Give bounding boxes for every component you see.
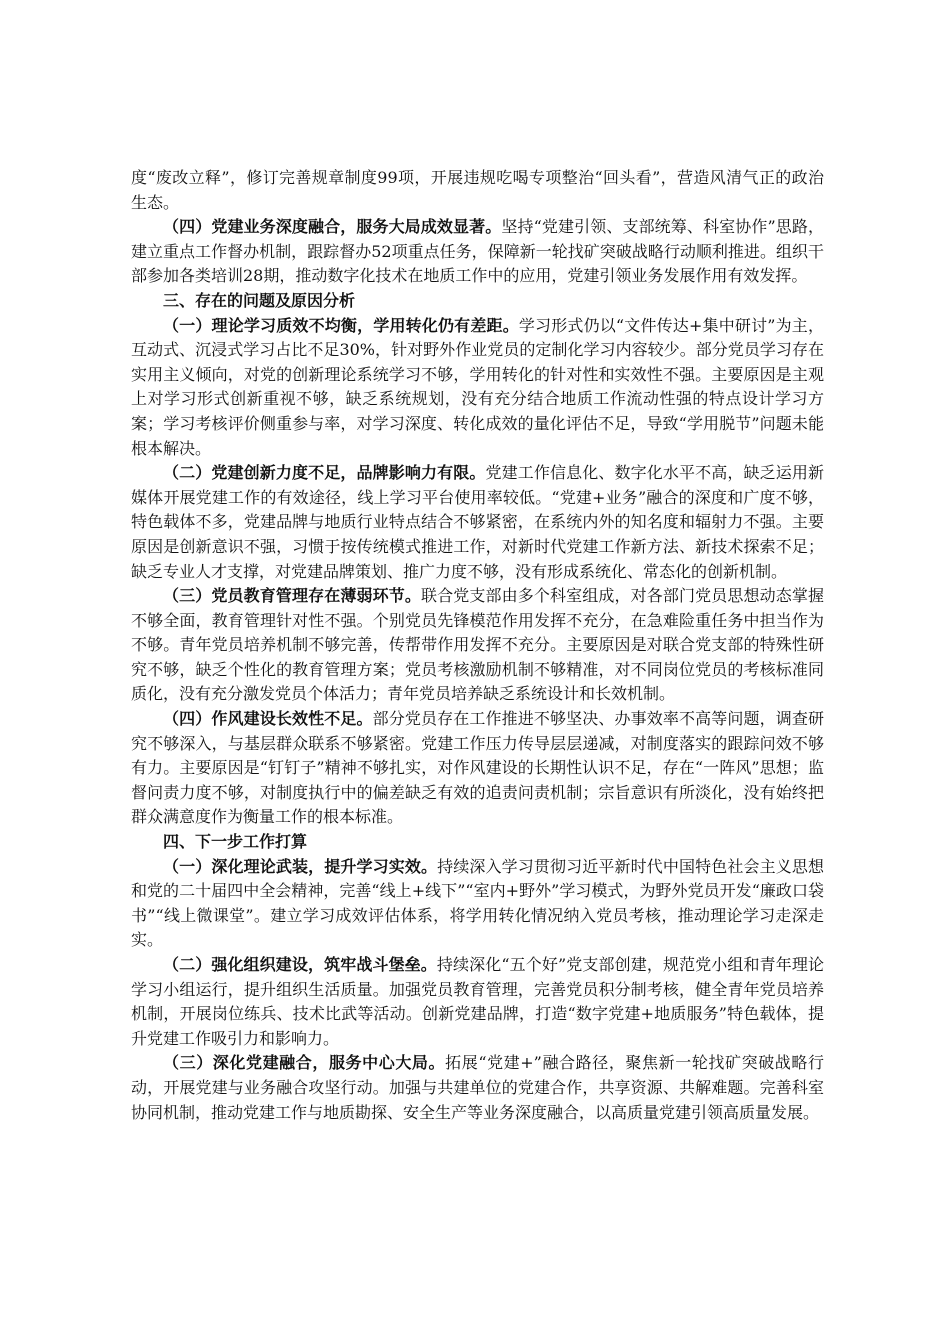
section3-item2-lead: （二）党建创新力度不足，品牌影响力有限。 <box>163 463 486 483</box>
section4-item1-body: 持续深入学习贯彻习近平新时代中国特色社会主义思想和党的二十届四中全会精神，完善“线上+线下”“室内+野外”学习模式，为野外党员开发“廉政口袋书”“线上微课堂”。建立学习成效评估体系，将学用转化情况纳入党员考核，推动理论学习走深走实。 <box>131 856 824 950</box>
section3-item1-body: 学习形式仍以“文件传达+集中研讨”为主，互动式、沉浸式学习占比不足30%，针对野外作业党员的定制化学习内容较少。部分党员学习存在实用主义倾向，对党的创新理论系统学习不够，学用转化的针对性和实效性不强。主要原因是主观上对学习形式创新重视不够，缺乏系统规划，没有充分结合地质工作流动性强的特点设计学习方案；学习考核评价侧重参与率，对学习深度、转化成效的量化评估不足，导致“学用脱节”问题未能根本解决。 <box>131 315 824 458</box>
section3-item1-lead: （一）理论学习质效不均衡，学用转化仍有差距。 <box>163 315 519 335</box>
section4-item3-lead: （三）深化党建融合，服务中心大局。 <box>163 1053 446 1073</box>
section4-item2-paragraph <box>131 953 824 1051</box>
section2-item4-paragraph <box>131 215 824 289</box>
section4-heading: 四、下一步工作打算 <box>163 832 308 852</box>
section2-item4-lead: （四）党建业务深度融合，服务大局成效显著。 <box>163 217 502 237</box>
section4-item1-lead: （一）深化理论武装，提升学习实效。 <box>163 856 438 876</box>
section3-item2-paragraph <box>131 461 824 584</box>
section4-item2-lead: （二）强化组织建设，筑牢战斗堡垒。 <box>163 955 437 974</box>
section3-item4-paragraph <box>131 707 824 830</box>
intro-text: 度“废改立释”，修订完善规章制度99项，开展违规吃喝专项整治“回头看”，营造风清气正的政治生态。 <box>131 168 824 212</box>
section3-item4-lead: （四）作风建设长效性不足。 <box>163 709 373 729</box>
section2-item4-body: 坚持“党建引领、支部统筹、科室协作”思路，建立重点工作督办机制，跟踪督办52项重点任务，保障新一轮找矿突破战略行动顺利推进。组织干部参加各类培训28期，推动数字化技术在地质工作中的应用，党建引领业务发展作用有效发挥。 <box>131 217 824 286</box>
section4-item3-paragraph <box>131 1051 824 1125</box>
section4-item2-body: 持续深化“五个好”党支部创建，规范党小组和青年理论学习小组运行，提升组织生活质量。加强党员教育管理，完善党员积分制考核，健全青年党员培养机制，开展岗位练兵、技术比武等活动。创新党建品牌，打造“数字党建+地质服务”特色载体，提升党建工作吸引力和影响力。 <box>131 955 824 1048</box>
intro-paragraph <box>131 166 824 215</box>
section3-item4-body: 部分党员存在工作推进不够坚决、办事效率不高等问题，调查研究不够深入，与基层群众联系不够紧密。党建工作压力传导层层递减，对制度落实的跟踪问效不够有力。主要原因是“钉钉子”精神不够扎实，对作风建设的长期性认识不足，存在“一阵风”思想；监督问责力度不够，对制度执行中的偏差缺乏有效的追责问责机制；宗旨意识有所淡化，没有始终把群众满意度作为衡量工作的根本标准。 <box>131 709 824 827</box>
document-body <box>131 166 824 1125</box>
section3-item3-lead: （三）党员教育管理存在薄弱环节。 <box>163 586 421 606</box>
section3-item2-body: 党建工作信息化、数字化水平不高，缺乏运用新媒体开展党建工作的有效途径，线上学习平台使用率较低。“党建+业务”融合的深度和广度不够，特色载体不多，党建品牌与地质行业特点结合不够紧密，在系统内外的知名度和辐射力不强。主要原因是创新意识不强，习惯于按传统模式推进工作，对新时代党建工作新方法、新技术探索不足；缺乏专业人才支撑，对党建品牌策划、推广力度不够，没有形成系统化、常态化的创新机制。 <box>131 463 824 581</box>
section3-heading: 三、存在的问题及原因分析 <box>163 290 356 310</box>
section3-item3-paragraph <box>131 584 824 707</box>
section3-item1-paragraph <box>131 314 824 462</box>
section3-item3-body: 联合党支部由多个科室组成，对各部门党员思想动态掌握不够全面，教育管理针对性不强。个别党员先锋模范作用发挥不充分，在急难险重任务中担当作为不够。青年党员培养机制不够完善，传帮带作用发挥不充分。主要原因是对联合党支部的特殊性研究不够，缺乏个性化的教育管理方案；党员考核激励机制不够精准，对不同岗位党员的考核标准同质化，没有充分激发党员个体活力；青年党员培养缺乏系统设计和长效机制。 <box>131 586 824 704</box>
section4-item3-body: 拓展“党建+”融合路径，聚焦新一轮找矿突破战略行动，开展党建与业务融合攻坚行动。加强与共建单位的党建合作，共享资源、共解难题。完善科室协同机制，推动党建工作与地质勘探、安全生产等业务深度融合，以高质量党建引领高质量发展。 <box>131 1053 824 1122</box>
section4-item1-paragraph <box>131 855 824 953</box>
